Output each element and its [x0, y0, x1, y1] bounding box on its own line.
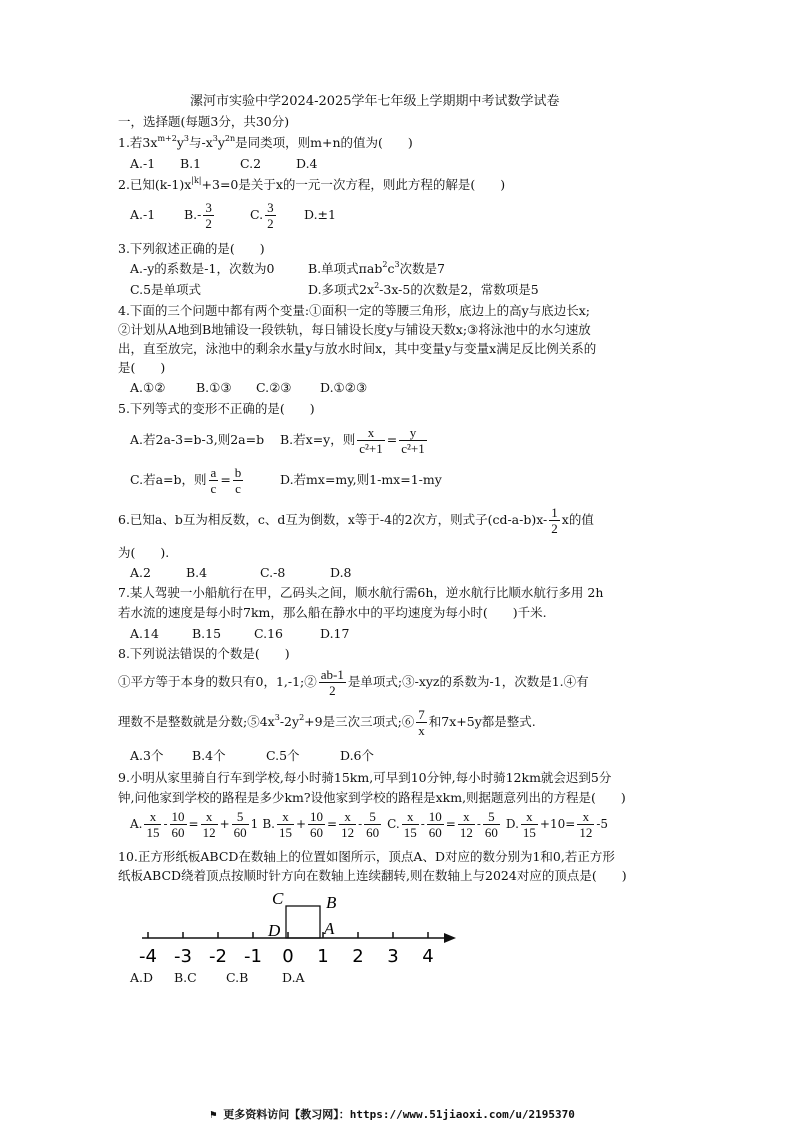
number-line-figure [138, 888, 468, 970]
option-d[interactable]: D. $\frac{x}{15}$ +10= $\frac{x}{12}$ -5 [505, 809, 609, 840]
question-4-options [130, 380, 367, 396]
question-2-stem: 2.已知$(k-1)x^{|k|}+3=0$是关于x的一元一次方程，则此方程的解是( ) [118, 176, 506, 192]
question-5-options-row1 [130, 422, 429, 458]
tick-label: -2 [209, 946, 227, 967]
question-3-options-row1 [130, 261, 445, 277]
tick-label: -3 [174, 946, 192, 967]
option-d[interactable]: D.17 [320, 626, 350, 641]
option-c[interactable]: C.若a=b，则 $\frac{a}{c}$ = $\frac{b}{c}$ [130, 465, 242, 496]
option-c[interactable]: C.-8 [260, 565, 286, 580]
tick-label: -4 [139, 946, 157, 967]
question-10-line2: 纸板ABCD绕着顶点按顺时针方向在数轴上连续翻转,则在数轴上与2024对应的顶点是( ) [118, 868, 627, 883]
option-d[interactable]: D.4 [296, 156, 318, 171]
tick-label: 4 [422, 946, 434, 967]
tick-label: 3 [387, 946, 399, 967]
option-c[interactable]: C.②③ [256, 380, 292, 395]
question-6-line2: 为( ). [118, 545, 170, 560]
question-4-line2: ②计划从A地到B地铺设一段铁轨，每日铺设长度y与铺设天数x;③将泳池中的水匀速放 [118, 322, 591, 337]
option-d[interactable]: D.A [282, 970, 305, 985]
footer-link[interactable] [210, 1106, 575, 1122]
question-8-stem: 8.下列说法错误的个数是( ) [118, 646, 290, 661]
square-abcd [286, 906, 320, 938]
option-b[interactable]: B.C [174, 970, 197, 985]
footer-text[interactable]: 更多资料访问【教习网】：https://www.51jiaoxi.com/u/2195370 [223, 1108, 575, 1121]
option-b[interactable]: B.4 [186, 565, 208, 580]
option-b[interactable]: B.①③ [196, 380, 232, 395]
question-1-options [130, 156, 318, 172]
question-7-options [130, 626, 349, 642]
vertex-label-b: B [326, 893, 337, 912]
question-4-line3: 出，直至放完，泳池中的剩余水量y与放水时间x，其中变量y与变量x满足反比例关系的 [118, 341, 597, 356]
question-6-options [130, 565, 352, 581]
option-a[interactable]: A.14 [130, 626, 159, 641]
question-7-line1: 7.某人驾驶一小船航行在甲，乙码头之间，顺水航行需6h，逆水航行比顺水航行多用 2h [118, 585, 604, 600]
option-a[interactable]: A.-1 [130, 156, 156, 171]
tick-label: 2 [352, 946, 364, 967]
question-8-line2: ①平方等于本身的数只有0，1,-1;② $\frac{ab-1}{2}$ 是单项式;③-xyz的系数为-1，次数是1.④有 [118, 667, 589, 698]
tick-label: 0 [282, 946, 294, 967]
option-a[interactable]: A.-1 [130, 207, 156, 222]
option-b[interactable]: B. $\frac{x}{15}$ + $\frac{10}{60}$ = $\frac{x}{12}$ - $\frac{5}{60}$ [262, 809, 380, 840]
option-b[interactable]: B.- $\frac{3}{2}$ [184, 200, 212, 231]
question-2-options [130, 198, 336, 232]
vertex-label-a: A [324, 919, 335, 938]
flag-icon: ⚑ [210, 1108, 217, 1121]
option-b[interactable]: B.4个 [192, 748, 226, 763]
question-9-line1: 9.小明从家里骑自行车到学校,每小时骑15km,可早到10分钟,每小时骑12km就会迟到5分 [118, 770, 612, 785]
question-8-options [130, 748, 374, 764]
question-5-stem: 5.下列等式的变形不正确的是( ) [118, 401, 315, 416]
question-1-stem: 1.若$3x^{m+2}y^3$与$-x^3y^{2n}$是同类项，则m+n的值为( ) [118, 134, 413, 150]
option-d[interactable]: D.6个 [340, 748, 375, 763]
option-a[interactable]: A.-y的系数是-1，次数为0 [130, 261, 275, 276]
question-5-options-row2 [130, 462, 442, 498]
option-a[interactable]: A.①② [130, 380, 166, 395]
tick-label: 1 [317, 946, 329, 967]
question-6-line1: 6.已知a、b互为相反数，c、d互为倒数，x等于-4的2次方，则式子(cd-a-b)x- $\frac{1}{2}$ x的值 [118, 505, 594, 536]
option-b[interactable]: B.若x=y，则 $\frac{x}{\text{c²+1}}$ = $\frac{y}{\text{c²+1}}$ [280, 425, 425, 456]
option-b[interactable]: B.15 [192, 626, 222, 641]
option-a[interactable]: A.3个 [130, 748, 164, 763]
option-a[interactable]: A.2 [130, 565, 151, 580]
option-c[interactable]: C. $\frac{3}{2}$ [250, 200, 274, 231]
option-c[interactable]: C.16 [254, 626, 283, 641]
option-b[interactable]: B.1 [180, 156, 202, 171]
option-d[interactable]: D.±1 [304, 207, 336, 222]
option-a[interactable]: A.若2a-3=b-3,则2a=b [130, 432, 265, 447]
option-d[interactable]: D.①②③ [320, 380, 368, 395]
page-title: 漯河市实验中学2024-2025学年七年级上学期期中考试数学试卷 [190, 94, 560, 109]
question-8-line3: 理数不是整数就是分数$;⑤4x^3-2y^2+9$是三次三项式;⑥ $\frac{7}{x}$ 和7x+5y都是整式. [118, 707, 536, 738]
tick-label: -1 [244, 946, 262, 967]
axis-arrow [444, 933, 456, 943]
option-d[interactable]: D.多项式$2x^2-3x-5$的次数是2，常数项是5 [308, 281, 539, 297]
option-b[interactable]: B.单项式$\pi ab^2c^3$次数是7 [308, 260, 445, 276]
option-c[interactable]: C.2 [240, 156, 262, 171]
question-3-stem: 3.下列叙述正确的是( ) [118, 241, 265, 256]
question-4-line1: 4.下面的三个问题中都有两个变量:①面积一定的等腰三角形，底边上的高y与底边长x; [118, 303, 590, 318]
question-10-options [130, 970, 305, 986]
section-heading: 一，选择题(每题3分，共30分) [118, 114, 290, 129]
option-a[interactable]: A.D [130, 970, 154, 985]
question-10-line1: 10.正方形纸板ABCD在数轴上的位置如图所示，顶点A、D对应的数分别为1和0,若正方形 [118, 849, 615, 864]
option-c[interactable]: C. $\frac{x}{15}$ - $\frac{10}{60}$ = $\frac{x}{12}$ - $\frac{5}{60}$ [387, 809, 498, 840]
question-3-options-row2 [130, 282, 539, 298]
option-c[interactable]: C.5是单项式 [130, 282, 202, 297]
option-d[interactable]: D.若mx=my,则1-mx=1-my [280, 472, 442, 487]
option-c[interactable]: C.5个 [266, 748, 300, 763]
question-4-line4: 是( ) [118, 360, 166, 375]
question-9-line2: 钟,问他家到学校的路程是多少km?设他家到学校的路程是xkm,则据题意列出的方程是( ) [118, 790, 626, 805]
question-9-options [130, 806, 608, 842]
option-d[interactable]: D.8 [330, 565, 352, 580]
option-a[interactable]: A. $\frac{x}{15}$ - $\frac{10}{60}$ = $\frac{x}{12}$ + $\frac{5}{60}$ 1 [130, 809, 259, 840]
question-7-line2: 若水流的速度是每小时7km，那么船在静水中的平均速度为每小时( )千米. [118, 605, 547, 620]
vertex-label-d: D [268, 921, 281, 940]
vertex-label-c: C [272, 889, 284, 908]
option-c[interactable]: C.B [226, 970, 249, 985]
